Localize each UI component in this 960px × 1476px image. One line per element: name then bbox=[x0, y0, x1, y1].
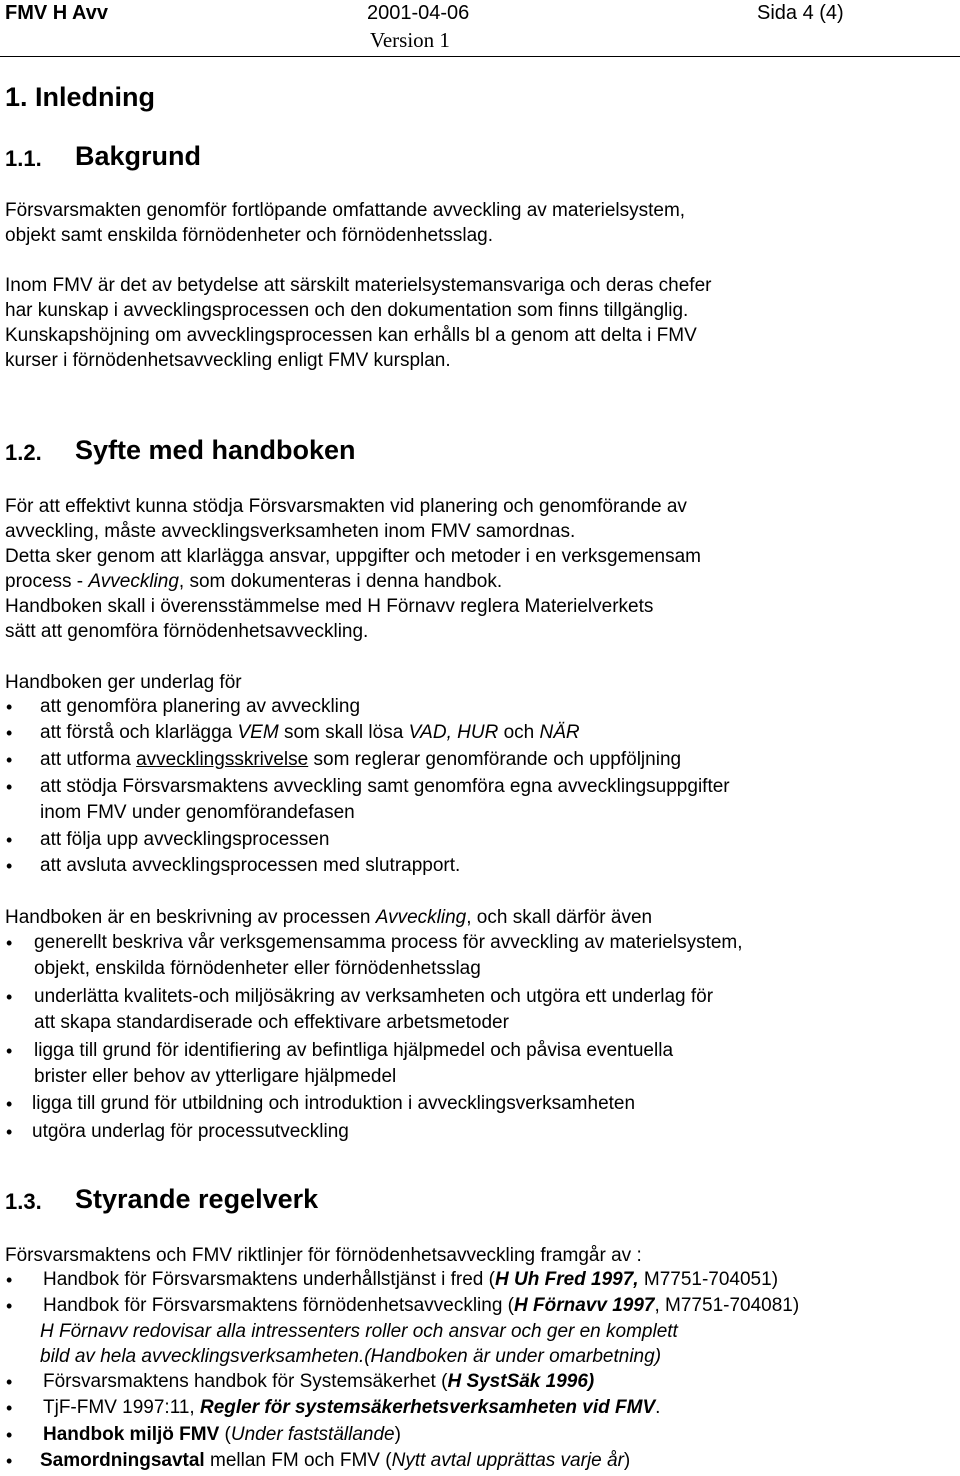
section-1-2-title: Syfte med handboken bbox=[75, 435, 356, 465]
list-item: generellt beskriva vår verksgemensamma process för avveckling av materielsystem, bbox=[34, 932, 743, 953]
section-1-2-number: 1.2. bbox=[5, 440, 42, 465]
text: mellan FM och FMV ( bbox=[204, 1450, 392, 1471]
list2-intro bbox=[5, 905, 652, 930]
list-item: att följa upp avvecklingsprocessen bbox=[40, 829, 330, 850]
s11-line: Kunskapshöjning om avvecklingsprocessen kan erhålls bl a genom att delta i FMV bbox=[5, 325, 697, 346]
text: M7751-704051) bbox=[638, 1269, 779, 1290]
text-emphasis: VAD, HUR bbox=[408, 722, 499, 743]
reference-item bbox=[43, 1424, 401, 1446]
text: som skall lösa bbox=[278, 722, 409, 743]
section-1-3-number: 1.3. bbox=[5, 1189, 42, 1214]
list-item bbox=[40, 722, 580, 744]
bullet-icon: • bbox=[6, 750, 13, 770]
reference-note: bild av hela avvecklingsverksamheten.(Handboken är under omarbetning) bbox=[40, 1346, 662, 1367]
text-emphasis: H Uh Fred 1997, bbox=[494, 1269, 639, 1290]
bullet-icon: • bbox=[6, 856, 13, 876]
text: att förstå och klarlägga bbox=[40, 722, 238, 743]
list-item: ligga till grund för identifiering av befintliga hjälpmedel och påvisa eventuella bbox=[34, 1040, 674, 1061]
list1-intro: Handboken ger underlag för bbox=[5, 672, 242, 693]
s12-line: Handboken skall i överensstämmelse med H Förnavv reglera Materielverkets bbox=[5, 596, 654, 617]
section-1-3-title: Styrande regelverk bbox=[75, 1184, 319, 1214]
bullet-icon: • bbox=[6, 1270, 13, 1290]
section-1-1-title: Bakgrund bbox=[75, 141, 202, 171]
s11-line: objekt samt enskilda förnödenheter och förnödenhetsslag. bbox=[5, 225, 493, 246]
text: Handbok för Försvarsmaktens underhållstjänst i fred ( bbox=[43, 1269, 495, 1290]
bullet-icon: • bbox=[6, 697, 13, 717]
s13-intro: Försvarsmaktens och FMV riktlinjer för förnödenhetsavveckling framgår av : bbox=[5, 1245, 642, 1266]
list-item: att avsluta avvecklingsprocessen med slutrapport. bbox=[40, 855, 461, 876]
s11-line: Inom FMV är det av betydelse att särskilt materielsystemansvariga och deras chefer bbox=[5, 275, 712, 296]
bullet-icon: • bbox=[6, 1398, 13, 1418]
text: , som dokumenteras i denna handbok. bbox=[178, 571, 503, 592]
bullet-icon: • bbox=[6, 987, 13, 1007]
s11-line: har kunskap i avvecklingsprocessen och den dokumentation som finns tillgänglig. bbox=[5, 300, 689, 321]
bullet-icon: • bbox=[6, 1122, 13, 1142]
text-emphasis: Avveckling bbox=[88, 571, 179, 592]
list-item-continuation: objekt, enskilda förnödenheter eller förnödenhetsslag bbox=[34, 958, 481, 979]
list-item-continuation: inom FMV under genomförandefasen bbox=[40, 802, 355, 823]
text-emphasis: Avveckling bbox=[375, 907, 467, 928]
list-item: att genomföra planering av avveckling bbox=[40, 696, 361, 717]
reference-item bbox=[43, 1371, 594, 1393]
list-item: utgöra underlag för processutveckling bbox=[32, 1121, 349, 1142]
text: , M7751-704081) bbox=[654, 1295, 800, 1316]
list-item: underlätta kvalitets-och miljösäkring av verksamheten och utgöra ett underlag för bbox=[34, 986, 714, 1007]
text-emphasis: H SystSäk 1996) bbox=[447, 1371, 595, 1392]
text-bold: Handbok miljö FMV bbox=[43, 1424, 220, 1445]
s12-line bbox=[5, 569, 502, 594]
bullet-icon: • bbox=[6, 723, 13, 743]
header-org: FMV H Avv bbox=[5, 2, 108, 24]
header-date: 2001-04-06 bbox=[367, 2, 470, 24]
text-bold: Samordningsavtal bbox=[40, 1450, 205, 1471]
list-item: att stödja Försvarsmaktens avveckling samt genomföra egna avvecklingsuppgifter bbox=[40, 776, 730, 797]
bullet-icon: • bbox=[6, 1451, 13, 1471]
list-item: ligga till grund för utbildning och introduktion i avvecklingsverksamheten bbox=[32, 1093, 636, 1114]
bullet-icon: • bbox=[6, 1296, 13, 1316]
bullet-icon: • bbox=[6, 1041, 13, 1061]
list-item-continuation: att skapa standardiserade och effektivare arbetsmetoder bbox=[34, 1012, 509, 1033]
text-emphasis: H Förnavv 1997 bbox=[514, 1295, 655, 1316]
text: och bbox=[498, 722, 540, 743]
s11-line: Försvarsmakten genomför fortlöpande omfattande avveckling av materielsystem, bbox=[5, 200, 686, 221]
bullet-icon: • bbox=[6, 777, 13, 797]
s11-line: kurser i förnödenhetsavveckling enligt FMV kursplan. bbox=[5, 350, 451, 371]
s12-line: För att effektivt kunna stödja Försvarsmakten vid planering och genomförande av bbox=[5, 496, 687, 517]
list-item bbox=[40, 749, 681, 771]
text: Försvarsmaktens handbok för Systemsäkerhet ( bbox=[43, 1371, 448, 1392]
header-version: Version 1 bbox=[370, 28, 450, 52]
text: Handboken är en beskrivning av processen bbox=[5, 907, 376, 928]
text-emphasis: NÄR bbox=[539, 722, 580, 743]
bullet-icon: • bbox=[6, 1425, 13, 1445]
text: TjF-FMV 1997:11, bbox=[43, 1397, 200, 1418]
bullet-icon: • bbox=[6, 830, 13, 850]
reference-note: H Förnavv redovisar alla intressenters roller och ansvar och ger en komplett bbox=[40, 1321, 678, 1342]
text: Handbok för Försvarsmaktens förnödenhetsavveckling ( bbox=[43, 1295, 515, 1316]
text-emphasis: Regler för systemsäkerhetsverksamheten vid FMV bbox=[199, 1397, 656, 1418]
s12-line: avveckling, måste avvecklingsverksamheten inom FMV samordnas. bbox=[5, 521, 576, 542]
reference-item bbox=[43, 1295, 799, 1317]
chapter-title: 1. Inledning bbox=[5, 82, 156, 112]
text: ( bbox=[219, 1424, 231, 1445]
header-page-number: Sida 4 (4) bbox=[757, 2, 844, 24]
text: att utforma bbox=[40, 749, 137, 770]
text-underlined: avvecklingsskrivelse bbox=[136, 749, 309, 770]
text: process - bbox=[5, 571, 89, 592]
header-rule bbox=[0, 56, 960, 57]
text: . bbox=[655, 1397, 661, 1418]
bullet-icon: • bbox=[6, 933, 13, 953]
text: ) bbox=[623, 1450, 631, 1471]
reference-item bbox=[40, 1450, 630, 1472]
bullet-icon: • bbox=[6, 1372, 13, 1392]
text: , och skall därför även bbox=[466, 907, 653, 928]
text-emphasis: Under fastställande bbox=[230, 1424, 395, 1445]
text: som reglerar genomförande och uppföljning bbox=[308, 749, 682, 770]
text-emphasis: Nytt avtal upprättas varje år bbox=[391, 1450, 624, 1471]
section-1-1-number: 1.1. bbox=[5, 146, 42, 171]
reference-item bbox=[43, 1269, 778, 1291]
s12-line: Detta sker genom att klarlägga ansvar, uppgifter och metoder i en verksgemensam bbox=[5, 546, 701, 567]
s12-line: sätt att genomföra förnödenhetsavveckling. bbox=[5, 621, 369, 642]
reference-item bbox=[43, 1397, 660, 1419]
bullet-icon: • bbox=[6, 1094, 13, 1114]
text-emphasis: VEM bbox=[237, 722, 279, 743]
text: ) bbox=[394, 1424, 401, 1445]
list-item-continuation: brister eller behov av ytterligare hjälpmedel bbox=[34, 1066, 397, 1087]
